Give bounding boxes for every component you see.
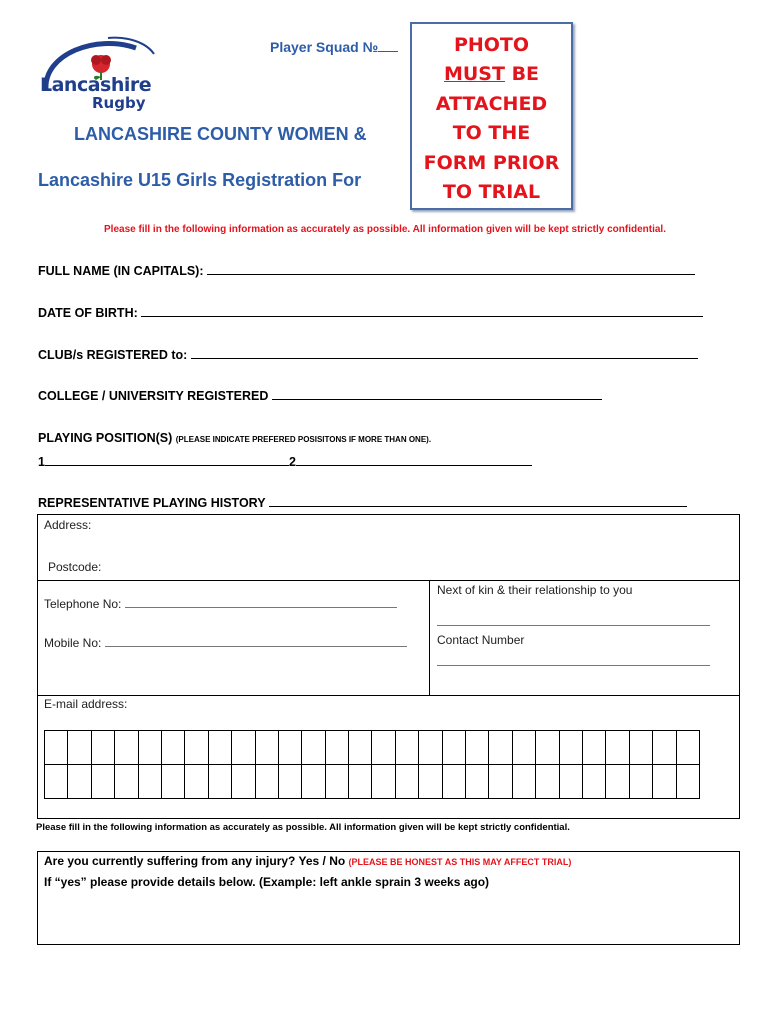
email-char-cell[interactable] xyxy=(278,731,301,765)
divider-vertical xyxy=(429,580,430,695)
email-char-cell[interactable] xyxy=(582,765,605,799)
form-subtitle: Lancashire U15 Girls Registration For xyxy=(38,170,362,190)
player-squad-number-label xyxy=(270,39,398,55)
email-char-cell[interactable] xyxy=(653,765,676,799)
injury-details-input[interactable] xyxy=(40,895,737,941)
email-char-cell[interactable] xyxy=(91,765,114,799)
squad-label-text: Player Squad № xyxy=(270,39,379,55)
email-char-cell[interactable] xyxy=(302,731,325,765)
email-char-cell[interactable] xyxy=(45,765,68,799)
full-name-input-line[interactable] xyxy=(207,263,695,275)
email-label: E-mail address: xyxy=(44,697,128,711)
full-name-field xyxy=(38,263,695,278)
email-char-cell[interactable] xyxy=(138,731,161,765)
injury-question-line xyxy=(44,854,571,868)
email-char-cell[interactable] xyxy=(419,731,442,765)
lancashire-rugby-logo xyxy=(36,34,166,114)
email-char-cell[interactable] xyxy=(582,731,605,765)
email-char-cell[interactable] xyxy=(395,765,418,799)
college-field xyxy=(38,388,602,403)
full-name-label: FULL NAME (IN CAPITALS): xyxy=(38,264,204,278)
injury-details-prompt: If “yes” please provide details below. (Example: left ankle sprain 3 weeks ago) xyxy=(44,875,490,889)
email-grid-row xyxy=(45,765,700,799)
email-char-cell[interactable] xyxy=(115,731,138,765)
position-1-label: 1 xyxy=(38,455,45,469)
telephone-label: Telephone No: xyxy=(44,597,122,611)
clubs-input-line[interactable] xyxy=(191,347,698,359)
injury-question: Are you currently suffering from any injury? Yes / No xyxy=(44,854,346,868)
email-char-cell[interactable] xyxy=(68,731,91,765)
email-char-cell[interactable] xyxy=(559,731,582,765)
email-char-cell[interactable] xyxy=(349,765,372,799)
email-char-cell[interactable] xyxy=(629,731,652,765)
email-char-cell[interactable] xyxy=(512,765,535,799)
email-char-cell[interactable] xyxy=(208,765,231,799)
email-char-cell[interactable] xyxy=(302,765,325,799)
contact-number-input-line[interactable] xyxy=(437,665,710,666)
rep-history-label: REPRESENTATIVE PLAYING HISTORY xyxy=(38,496,266,510)
email-char-cell[interactable] xyxy=(653,731,676,765)
email-char-cell[interactable] xyxy=(466,765,489,799)
email-char-cell[interactable] xyxy=(559,765,582,799)
dob-field xyxy=(38,305,703,320)
email-char-cell[interactable] xyxy=(255,731,278,765)
email-char-cell[interactable] xyxy=(395,731,418,765)
email-char-cell[interactable] xyxy=(536,731,559,765)
photo-line-4: TO THE xyxy=(452,122,531,144)
email-char-cell[interactable] xyxy=(68,765,91,799)
contact-number-label: Contact Number xyxy=(437,633,525,647)
photo-line-5: FORM PRIOR xyxy=(423,152,560,174)
clubs-field xyxy=(38,347,698,362)
photo-line-1: PHOTO xyxy=(453,34,530,56)
college-input-line[interactable] xyxy=(272,388,602,400)
email-char-cell[interactable] xyxy=(442,731,465,765)
email-char-cell[interactable] xyxy=(185,765,208,799)
divider-postcode xyxy=(37,580,740,581)
email-char-cell[interactable] xyxy=(372,731,395,765)
email-char-cell[interactable] xyxy=(349,731,372,765)
photo-line-3: ATTACHED xyxy=(435,93,548,115)
photo-be-text: BE xyxy=(511,63,540,85)
email-char-cell[interactable] xyxy=(45,731,68,765)
confidentiality-notice-top: Please fill in the following information as accurately as possible. All information given will be kept strictly confidential. xyxy=(104,224,666,235)
telephone-input-line[interactable] xyxy=(125,607,397,608)
logo-text-rugby: Rugby xyxy=(92,94,146,112)
form-title: LANCASHIRE COUNTY WOMEN & xyxy=(74,124,367,144)
email-char-cell[interactable] xyxy=(255,765,278,799)
photo-attachment-box xyxy=(410,22,573,210)
logo-text-lancashire: Lancashire xyxy=(40,74,152,96)
rep-history-field xyxy=(38,495,687,510)
email-char-cell[interactable] xyxy=(466,731,489,765)
email-char-cell[interactable] xyxy=(278,765,301,799)
email-char-cell[interactable] xyxy=(536,765,559,799)
email-char-cell[interactable] xyxy=(161,765,184,799)
postcode-label: Postcode: xyxy=(48,560,102,574)
email-char-cell[interactable] xyxy=(489,765,512,799)
email-char-cell[interactable] xyxy=(512,731,535,765)
address-label: Address: xyxy=(44,518,92,532)
college-label: COLLEGE / UNIVERSITY REGISTERED xyxy=(38,389,269,403)
email-char-cell[interactable] xyxy=(629,765,652,799)
photo-line-2 xyxy=(412,63,571,85)
email-char-cell[interactable] xyxy=(115,765,138,799)
email-char-cell[interactable] xyxy=(232,731,255,765)
email-char-cell[interactable] xyxy=(208,731,231,765)
position-2-label: 2 xyxy=(288,455,296,469)
mobile-input-line[interactable] xyxy=(105,646,407,647)
playing-positions-note: (PLEASE INDICATE PREFERED POSISITONS IF MORE THAN ONE). xyxy=(175,435,432,444)
telephone-field xyxy=(44,597,397,611)
email-char-cell[interactable] xyxy=(325,765,348,799)
email-char-cell[interactable] xyxy=(442,765,465,799)
email-char-cell[interactable] xyxy=(489,731,512,765)
position-1-input-line[interactable] xyxy=(45,454,289,466)
playing-positions-field xyxy=(38,431,431,445)
divider-email xyxy=(37,695,740,696)
email-char-cell[interactable] xyxy=(161,731,184,765)
playing-positions-label: PLAYING POSITION(S) xyxy=(38,431,173,445)
email-char-cell[interactable] xyxy=(185,731,208,765)
email-char-cell[interactable] xyxy=(606,731,629,765)
rep-history-input-line[interactable] xyxy=(269,495,687,507)
clubs-label: CLUB/s REGISTERED to: xyxy=(38,348,188,362)
next-of-kin-label: Next of kin & their relationship to you xyxy=(437,583,633,597)
email-char-cell[interactable] xyxy=(606,765,629,799)
email-grid[interactable] xyxy=(44,730,700,799)
mobile-label: Mobile No: xyxy=(44,636,102,650)
email-char-cell[interactable] xyxy=(676,731,699,765)
email-grid-row xyxy=(45,731,700,765)
dob-label: DATE OF BIRTH: xyxy=(38,306,138,320)
position-choices xyxy=(38,454,532,469)
email-char-cell[interactable] xyxy=(325,731,348,765)
photo-must-text: MUST xyxy=(443,63,505,85)
injury-warning: (PLEASE BE HONEST AS THIS MAY AFFECT TRIAL) xyxy=(348,857,572,867)
email-char-cell[interactable] xyxy=(232,765,255,799)
position-2-input-line[interactable] xyxy=(296,454,532,466)
squad-number-line[interactable] xyxy=(378,51,398,52)
confidentiality-notice-bottom: Please fill in the following information as accurately as possible. All information given will be kept strictly confidential. xyxy=(36,822,570,833)
email-char-cell[interactable] xyxy=(676,765,699,799)
email-char-cell[interactable] xyxy=(138,765,161,799)
email-char-cell[interactable] xyxy=(419,765,442,799)
dob-input-line[interactable] xyxy=(141,305,703,317)
email-char-cell[interactable] xyxy=(372,765,395,799)
next-of-kin-input-line[interactable] xyxy=(437,625,710,626)
email-char-cell[interactable] xyxy=(91,731,114,765)
mobile-field xyxy=(44,636,407,650)
photo-line-6: TO TRIAL xyxy=(442,181,541,203)
